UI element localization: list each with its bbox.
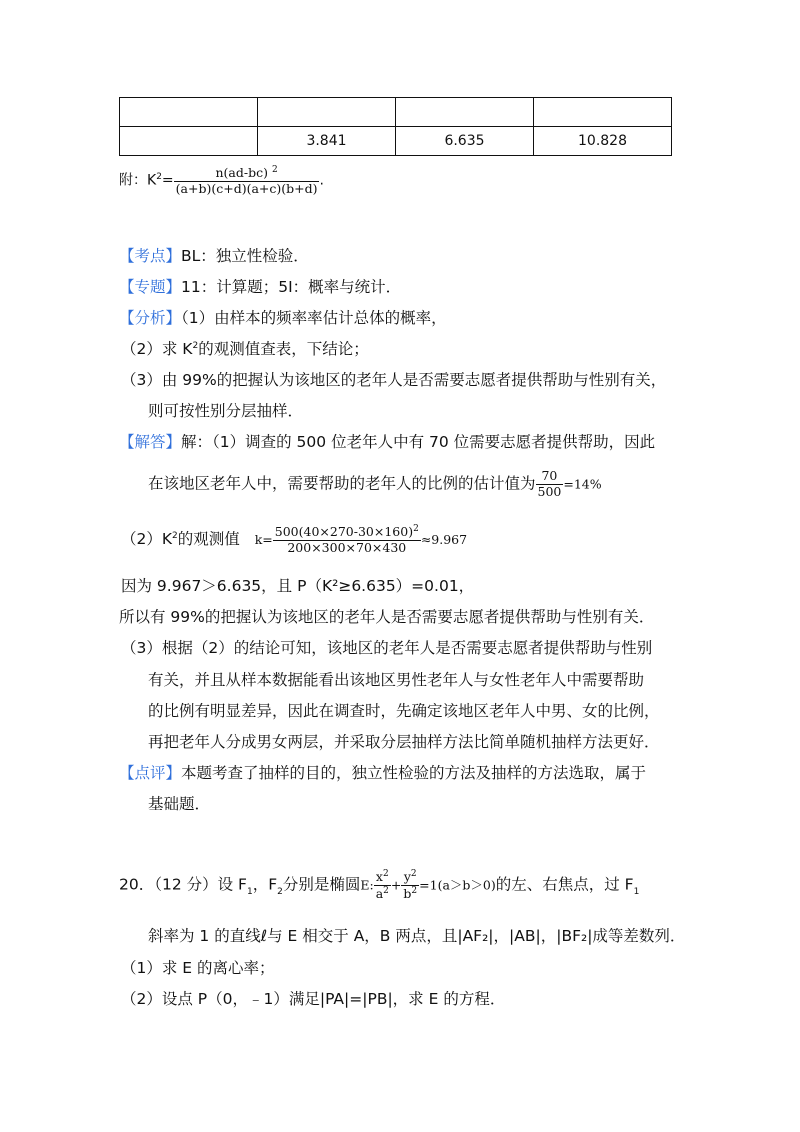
a-var: a	[375, 885, 384, 901]
ellipse-label: E:	[360, 877, 374, 893]
jieda-line-1	[119, 430, 655, 452]
dianping-line-1	[119, 761, 646, 783]
q20-line-3: （1）求 E 的离心率；	[121, 959, 275, 977]
proportion-result: =14%	[563, 476, 602, 492]
b-var: b	[403, 885, 412, 901]
formula-sup: 2	[156, 171, 162, 182]
plus-sign: +	[390, 877, 402, 893]
x-var: x	[375, 869, 383, 885]
formula-fraction	[174, 166, 320, 195]
fenxi-line-4: 则可按性别分层抽样．	[148, 402, 304, 420]
k-denominator: 200×300×70×430	[287, 539, 407, 555]
jieda-text-1: 解：（1）调查的 500 位老年人中有 70 位需要志愿者提供帮助，因此	[181, 433, 656, 451]
dianping-tag: 【点评】	[119, 764, 182, 782]
table-cell	[258, 98, 396, 127]
jieda-line-7: 有关，并且从样本数据能看出该地区男性老年人与女性老年人中需要帮助	[148, 671, 645, 689]
proportion-denominator: 500	[537, 483, 562, 499]
table-row	[120, 127, 672, 156]
formula-denominator: (a+b)(c+d)(a+c)(b+d)	[175, 180, 318, 196]
kaodian-tag: 【考点】	[119, 247, 182, 265]
dianping-text-1: 本题考查了抽样的目的，独立性检验的方法及抽样的方法选取，属于	[181, 764, 647, 782]
k-numerator	[273, 525, 421, 541]
jieda-line-2	[148, 470, 602, 498]
table-cell	[120, 98, 258, 127]
zhuanti-text: 11：计算题；5I：概率与统计．	[181, 278, 402, 296]
a-exp: 2	[383, 885, 389, 896]
formula-end: .	[319, 172, 324, 189]
table-cell: 10.828	[534, 127, 672, 156]
q20-sub-2: 2	[277, 886, 283, 897]
jieda-line-9: 再把老年人分成男女两层，并采取分层抽样方法比简单随机抽样方法更好．	[148, 733, 660, 751]
table-cell: 6.635	[396, 127, 534, 156]
jieda-line-8: 的比例有明显差异，因此在调查时，先确定该地区老年人中男、女的比例，	[148, 702, 660, 720]
fenxi-line-2	[121, 337, 369, 359]
table-cell	[396, 98, 534, 127]
fenxi-line-1	[119, 306, 447, 328]
a-denominator	[374, 886, 391, 901]
table-cell	[120, 127, 258, 156]
proportion-fraction	[536, 470, 564, 498]
y-var: y	[403, 869, 411, 885]
jieda-line-5: 所以有 99%的把握认为该地区的老年人是否需要志愿者提供帮助与性别有关．	[119, 608, 655, 626]
formula-num-exp: 2	[271, 165, 278, 175]
jieda-line-4: 因为 9.967＞6.635，且 P（K²≥6.635）=0.01，	[121, 577, 475, 595]
k-approx: ≈9.967	[420, 532, 468, 548]
q20-line-1	[119, 870, 639, 900]
b-exp: 2	[411, 885, 418, 896]
jieda-text-3a: （2）K	[121, 530, 173, 549]
kaodian-line	[119, 244, 309, 266]
dianping-line-2: 基础题．	[148, 795, 211, 813]
x-numerator	[374, 870, 391, 886]
y-fraction	[401, 870, 419, 900]
k-num-text: 500(40×270-30×160)	[274, 524, 414, 540]
q20-line-4: （2）设点 P（0，﹣1）满足|PA|=|PB|，求 E 的方程．	[121, 990, 506, 1008]
fenxi-text-1: （1）由样本的频率率估计总体的概率，	[181, 309, 447, 327]
formula-prefix: 附：K	[119, 172, 157, 189]
q20-sub-1: 1	[246, 886, 253, 897]
jieda-text-2: 在该地区老年人中，需要帮助的老年人的比例的估计值为	[148, 474, 536, 493]
k-fraction	[273, 525, 421, 554]
y-exp: 2	[410, 869, 417, 879]
q20-text-1a: 20．（12 分）设 F	[119, 875, 247, 894]
fenxi-text-2b: 的观测值查表，下结论；	[198, 340, 369, 358]
k-prefix: k=	[254, 532, 273, 548]
jieda-text-3b: 的观测值	[177, 530, 240, 549]
k-num-exp: 2	[413, 524, 419, 534]
zhuanti-line	[119, 275, 401, 297]
fenxi-line-3: （3）由 99%的把握认为该地区的老年人是否需要志愿者提供帮助与性别有关，	[121, 371, 667, 389]
y-numerator	[401, 870, 419, 886]
q20-text-1b: ，F	[252, 875, 278, 894]
critical-value-table	[119, 97, 672, 156]
ellipse-rhs: =1(a＞b＞0)	[419, 877, 496, 893]
k2-formula	[119, 166, 324, 195]
jieda-line-3	[121, 525, 467, 554]
x-exp: 2	[382, 869, 389, 879]
proportion-numerator: 70	[536, 470, 564, 485]
table-row	[120, 98, 672, 127]
jieda-tag: 【解答】	[119, 433, 182, 451]
table-cell	[534, 98, 672, 127]
formula-num-text: n(ad-bc)	[215, 165, 268, 181]
q20-text-1d: 的左、右焦点，过 F	[495, 875, 634, 894]
kaodian-text: BL：独立性检验．	[181, 247, 309, 265]
fenxi-text-2a: （2）求 K	[121, 340, 193, 358]
x-fraction	[374, 870, 391, 900]
zhuanti-tag: 【专题】	[119, 278, 182, 296]
q20-sub-3: 1	[633, 886, 640, 897]
q20-line-2: 斜率为 1 的直线ℓ与 E 相交于 A，B 两点，且|AF₂|，|AB|，|BF₂|成等差数列．	[148, 927, 686, 945]
b-denominator	[401, 886, 419, 901]
fenxi-tag: 【分析】	[119, 309, 182, 327]
q20-text-1c: 分别是椭圆	[282, 875, 361, 894]
jieda-sup: 2	[172, 530, 178, 541]
jieda-line-6: （3）根据（2）的结论可知，该地区的老年人是否需要志愿者提供帮助与性别	[121, 639, 653, 657]
fenxi-sup: 2	[192, 340, 199, 351]
formula-numerator	[174, 166, 320, 182]
formula-eq: =	[161, 172, 174, 189]
table-cell: 3.841	[258, 127, 396, 156]
